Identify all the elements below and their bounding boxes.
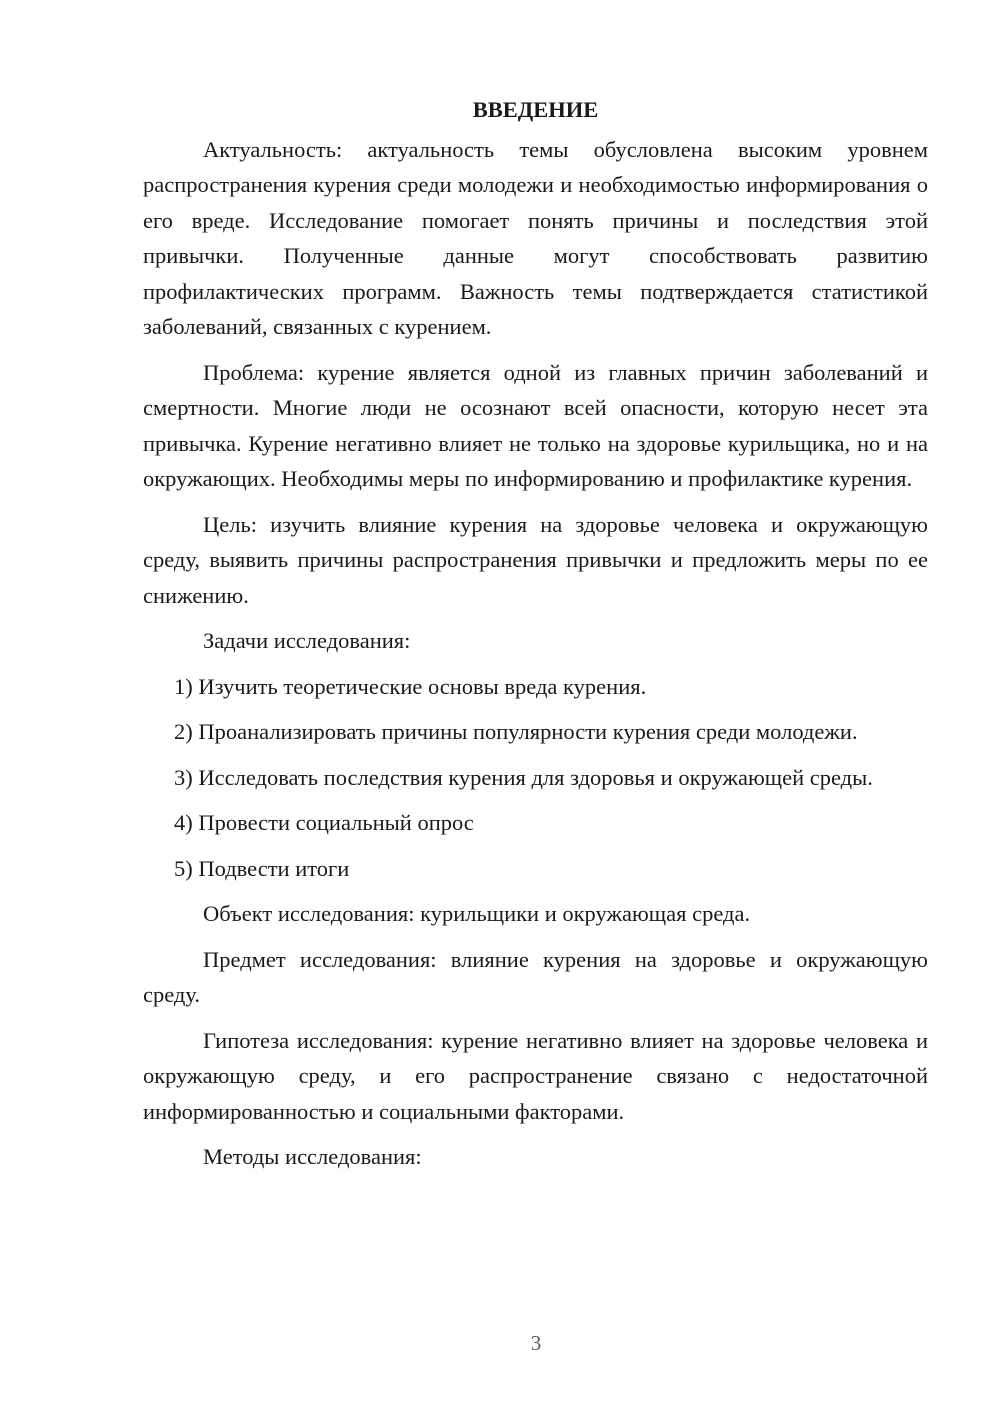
task-item-1: 1) Изучить теоретические основы вреда курения.	[174, 673, 647, 699]
task-item-2: 2) Проанализировать причины популярности курения среди молодежи.	[174, 719, 858, 744]
paragraph-subject: Предмет исследования: влияние курения на здоровье и окружающую среду.	[143, 946, 928, 1007]
paragraph-object: Объект исследования: курильщики и окружающая среда.	[203, 901, 751, 926]
paragraph-hypothesis: Гипотеза исследования: курение негативно влияет на здоровье человека и окружающую среду, и его распространение связано с недостаточной информированностью и социальными факторами.	[143, 1027, 928, 1124]
paragraph-methods: Методы исследования:	[203, 1144, 422, 1169]
paragraph-tasks-heading: Задачи исследования:	[203, 628, 411, 653]
paragraph-relevance: Актуальность: актуальность темы обусловлена высоким уровнем распространения курения среди молодежи и необходимостью информирования о его вреде. Исследование помогает понять причины и последствия этой привычки. Полученные данные могут способствовать развитию профилактических программ. Важность темы подтверждается статистикой заболеваний, связанных с курением.	[143, 136, 928, 339]
paragraph-problem: Проблема: курение является одной из главных причин заболеваний и смертности. Многие люди не осознают всей опасности, которую несет эта привычка. Курение негативно влияет не только на здоровье курильщика, но и на окружающих. Необходимы меры по информированию и профилактике курения.	[143, 359, 928, 491]
document-body	[143, 92, 928, 1185]
task-item-5: 5) Подвести итоги	[174, 855, 350, 881]
paragraph-goal: Цель: изучить влияние курения на здоровье человека и окружающую среду, выявить причины распространения привычки и предложить меры по ее снижению.	[143, 511, 928, 608]
page-title: ВВЕДЕНИЕ	[472, 97, 599, 122]
task-item-4: 4) Провести социальный опрос	[174, 810, 474, 835]
task-item-3: 3) Исследовать последствия курения для здоровья и окружающей среды.	[174, 764, 873, 790]
page-number: 3	[530, 1331, 542, 1355]
